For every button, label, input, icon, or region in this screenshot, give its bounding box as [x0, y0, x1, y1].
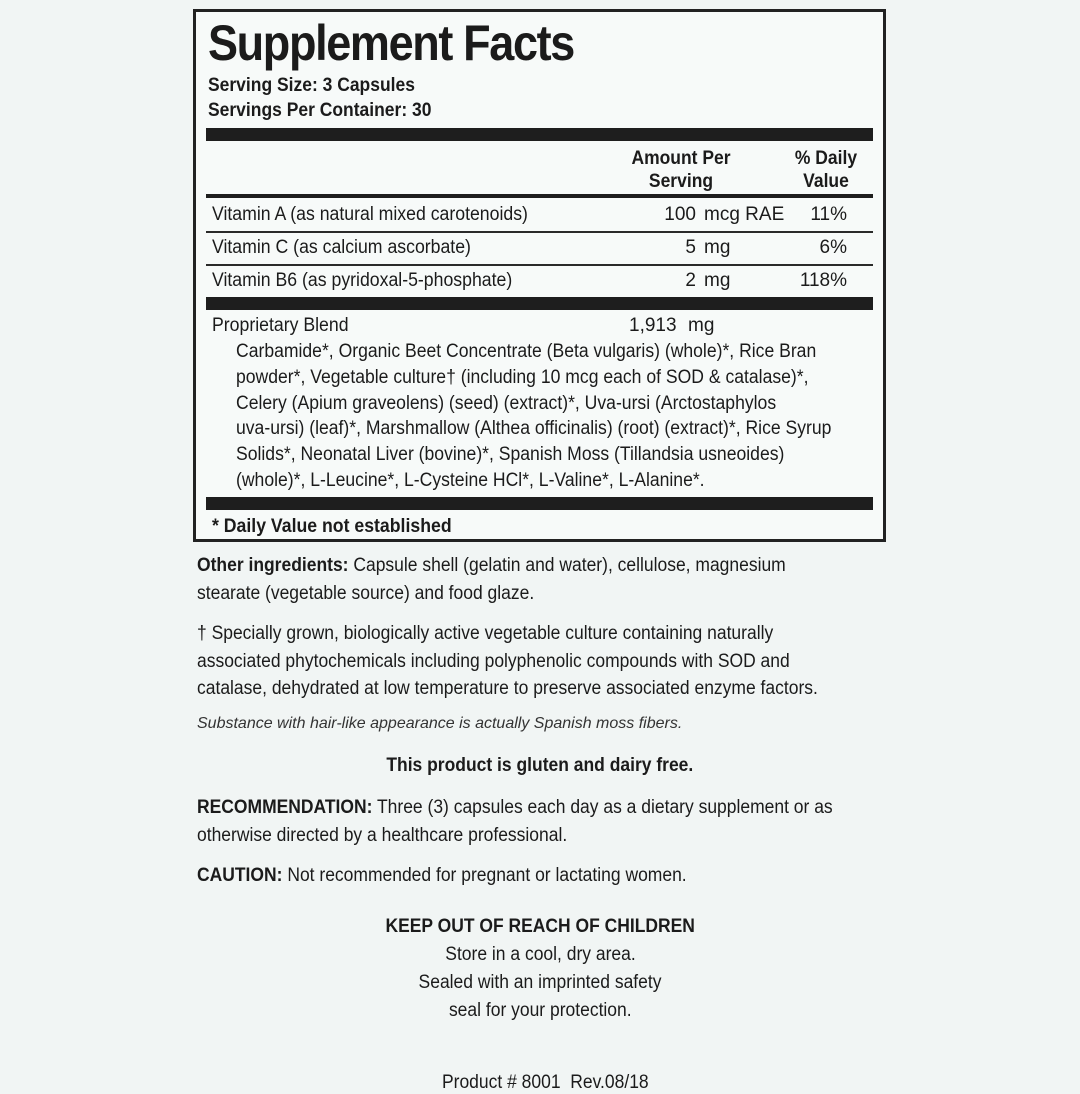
nutrient-dv: 6%: [819, 237, 847, 258]
serving-size: Serving Size: 3 Capsules: [208, 75, 415, 96]
recommendation-line1: [197, 794, 878, 822]
gluten-dairy-free-statement: [0, 755, 1080, 777]
storage-text: Store in a cool, dry area.: [444, 944, 636, 965]
thick-divider: [206, 297, 873, 310]
blend-line: Solids*, Neonatal Liver (bovine)*, Spanish Moss (Tillandsia usneoides): [236, 444, 785, 466]
dagger-footnote: [197, 620, 878, 703]
nutrient-row-vitamin-a: [212, 200, 867, 230]
nutrient-name: Vitamin B6 (as pyridoxal-5-phosphate): [212, 270, 513, 291]
nutrient-row-vitamin-c: [212, 233, 867, 263]
column-header-amount: [612, 147, 750, 193]
caution: [197, 862, 878, 890]
column-header-amount-line1: Amount Per: [631, 148, 731, 169]
dagger-footnote-line: catalase, dehydrated at low temperature to preserve associated enzyme factors.: [197, 678, 818, 699]
recommendation-label: RECOMMENDATION:: [197, 797, 373, 818]
nutrient-unit: mcg RAE: [704, 204, 785, 225]
nutrient-unit: mg: [704, 237, 731, 258]
storage-line: [0, 941, 1080, 969]
nutrient-dv: 11%: [810, 204, 847, 225]
blend-line: Celery (Apium graveolens) (seed) (extract)*, Uva-ursi (Arctostaphylos: [236, 392, 777, 414]
blend-line: Carbamide*, Organic Beet Concentrate (Beta vulgaris) (whole)*, Rice Bran: [236, 341, 817, 362]
blend-line: uva-ursi) (leaf)*, Marshmallow (Althea officinalis) (root) (extract)*, Rice Syrup: [236, 418, 832, 440]
proprietary-blend-name: Proprietary Blend: [212, 315, 349, 336]
storage-line: [0, 969, 1080, 997]
nutrient-amount: 2: [685, 270, 696, 291]
dagger-footnote-line: † Specially grown, biologically active vegetable culture containing naturally: [197, 623, 774, 644]
column-header-amount-line2: Serving: [648, 171, 714, 192]
recommendation-text: Three (3) capsules each day as a dietary supplement or as: [372, 797, 833, 818]
proprietary-blend-unit: mg: [688, 315, 715, 336]
other-ingredients-text: Capsule shell (gelatin and water), cellulose, magnesium: [348, 555, 786, 576]
supplement-facts-panel: [193, 9, 886, 542]
other-ingredients: [197, 552, 878, 607]
storage-line: [0, 997, 1080, 1025]
product-number-text: Product # 8001 Rev.08/18: [441, 1072, 649, 1093]
dagger-footnote-line: associated phytochemicals including polyphenolic compounds with SOD and: [197, 650, 790, 672]
other-ingredients-line1: [197, 552, 878, 580]
nutrient-name: Vitamin A (as natural mixed carotenoids): [212, 204, 528, 225]
storage-block: [0, 913, 1080, 1025]
storage-text: Sealed with an imprinted safety: [418, 972, 662, 993]
caution-label: CAUTION:: [197, 865, 283, 886]
nutrient-amount: 100: [664, 204, 696, 225]
keep-out-of-reach-heading: [0, 913, 1080, 941]
spanish-moss-note: Substance with hair-like appearance is actually Spanish moss fibers.: [197, 715, 683, 732]
keep-out-of-reach-text: KEEP OUT OF REACH OF CHILDREN: [385, 916, 695, 937]
nutrient-unit: mg: [704, 270, 731, 291]
product-number-line: [0, 1050, 1080, 1094]
recommendation: [197, 794, 878, 849]
thick-divider: [206, 497, 873, 510]
column-header-dv-line2: Value: [803, 171, 849, 192]
gluten-dairy-free-text: This product is gluten and dairy free.: [386, 755, 694, 776]
column-header-daily-value: [780, 147, 872, 193]
nutrient-amount: 5: [685, 237, 696, 258]
other-ingredients-label: Other ingredients:: [197, 555, 349, 576]
storage-text: seal for your protection.: [448, 1000, 632, 1021]
nutrient-row-vitamin-b6: [212, 266, 867, 296]
blend-line: powder*, Vegetable culture† (including 10 mcg each of SOD & catalase)*,: [236, 366, 809, 388]
column-header-dv-line1: % Daily: [794, 148, 858, 169]
caution-line: [197, 862, 878, 890]
caution-text: Not recommended for pregnant or lactating women.: [282, 865, 687, 886]
blend-line: (whole)*, L-Leucine*, L-Cysteine HCl*, L-Valine*, L-Alanine*.: [236, 469, 705, 491]
recommendation-line2: otherwise directed by a healthcare professional.: [197, 824, 568, 846]
thick-divider: [206, 128, 873, 141]
medium-divider: [206, 194, 873, 198]
facts-title: Supplement Facts: [208, 15, 574, 71]
nutrient-name: Vitamin C (as calcium ascorbate): [212, 237, 471, 258]
daily-value-note: * Daily Value not established: [212, 516, 452, 537]
servings-per-container: Servings Per Container: 30: [208, 100, 432, 121]
nutrient-dv: 118%: [799, 270, 847, 291]
proprietary-blend-ingredients: [236, 339, 874, 494]
proprietary-blend-amount: 1,913: [629, 315, 677, 336]
other-ingredients-line2: stearate (vegetable source) and food glaze.: [197, 582, 535, 604]
